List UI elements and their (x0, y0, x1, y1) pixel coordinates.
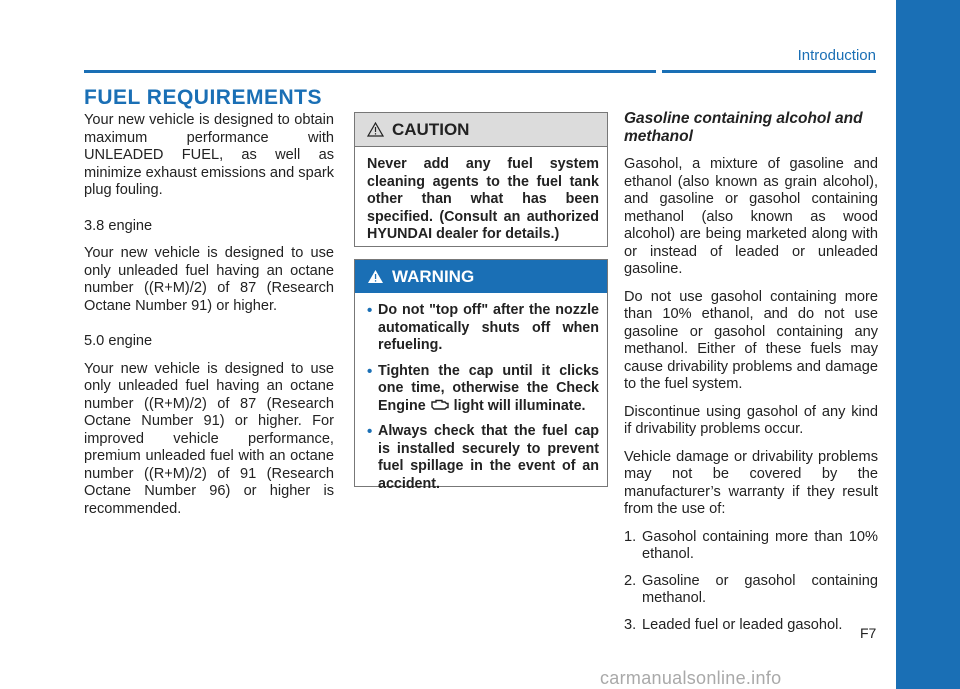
caution-header (355, 113, 607, 147)
list-number: 1. (624, 528, 637, 545)
alcohol-paragraph: Do not use gasohol containing more than 10% ethanol, and do not use gasoline or gasohol containing any methanol. Either of these fuels may cause drivability problems and damage to the fuel system. (624, 288, 878, 392)
list-text: Gasohol containing more than 10% ethanol. (642, 528, 878, 562)
watermark: carmanualsonline.info (600, 668, 782, 688)
alcohol-section-heading: Gasoline containing alcohol and methanol (624, 110, 863, 145)
list-item (624, 529, 878, 564)
page-number: F7 (860, 625, 877, 641)
warning-item (367, 423, 599, 493)
warning-triangle-outline-icon (367, 122, 384, 137)
warning-triangle-filled-icon (367, 269, 384, 284)
warning-item-text: Always check that the fuel cap is installed securely to prevent fuel spillage in the event of an accident. (378, 423, 599, 492)
warning-box (354, 259, 608, 492)
section-title: Introduction (797, 47, 876, 64)
caution-title: CAUTION (392, 119, 470, 139)
alcohol-paragraph: Gasohol, a mixture of gasoline and ethanol (also known as grain alcohol), and gasoline or gasohol containing methanol (also known as wood alcohol) are being marketed along with or instead of leaded or unleaded gasoline. (624, 156, 878, 277)
list-item (624, 617, 878, 635)
right-column (624, 110, 878, 643)
check-engine-icon (430, 399, 450, 411)
left-column (84, 112, 334, 528)
caution-box (354, 112, 608, 247)
bullet-dot: • (367, 423, 373, 440)
caution-text: Never add any fuel system cleaning agents to the fuel tank other than what has been specified. (Consult an authorized HYUNDAI dealer for details.) (367, 156, 599, 242)
engine-50-label: 5.0 engine (84, 333, 153, 349)
section-tab-bar (896, 0, 960, 689)
alcohol-paragraph: Discontinue using gasohol of any kind if drivability problems occur. (624, 403, 878, 437)
header-rule-right (662, 70, 876, 73)
fuel-list (624, 529, 878, 635)
warning-item-text (378, 363, 599, 416)
engine-38-label: 3.8 engine (84, 217, 153, 234)
list-number: 3. (624, 616, 637, 633)
intro-paragraph: Your new vehicle is designed to obtain maximum performance with UNLEADED FUEL, as well as minimize exhaust emissions and spark plug fouling. (84, 112, 334, 198)
engine-38-text: Your new vehicle is designed to use only unleaded fuel having an octane number ((R+M)/2) of 87 (Research Octane Number 91) or higher. (84, 245, 334, 314)
warning-header (355, 260, 607, 293)
alcohol-paragraph: Vehicle damage or drivability problems may not be covered by the manufacturer’s warranty if they result from the use of: (624, 448, 878, 517)
warning-item-text-part1: Tighten the cap until it clicks one time, otherwise the Check Engine (378, 362, 599, 414)
page-heading: FUEL REQUIREMENTS (84, 86, 322, 109)
list-item (624, 573, 878, 608)
bullet-dot: • (367, 362, 373, 380)
header-rule (84, 70, 656, 73)
warning-list (355, 293, 607, 493)
engine-50-text: Your new vehicle is designed to use only unleaded fuel having an octane number ((R+M)/2) of 87 (Research Octane Number 91) or higher. For improved vehicle performance, premium unleaded fuel with an octane number ((R+M)/2) of 91 (Research Octane Number 96) or higher is recommended. (84, 360, 334, 517)
bullet-dot: • (367, 302, 373, 319)
warning-item-text: Do not "top off" after the nozzle automatically shuts off when refueling. (378, 302, 599, 353)
list-number: 2. (624, 572, 637, 589)
warning-item-text-part2: light will illuminate. (453, 397, 586, 414)
warning-item (367, 363, 599, 416)
list-text: Leaded fuel or leaded gasohol. (642, 616, 843, 633)
warning-item (367, 302, 599, 355)
warning-title: WARNING (392, 266, 475, 286)
list-text: Gasoline or gasohol containing methanol. (642, 572, 878, 606)
